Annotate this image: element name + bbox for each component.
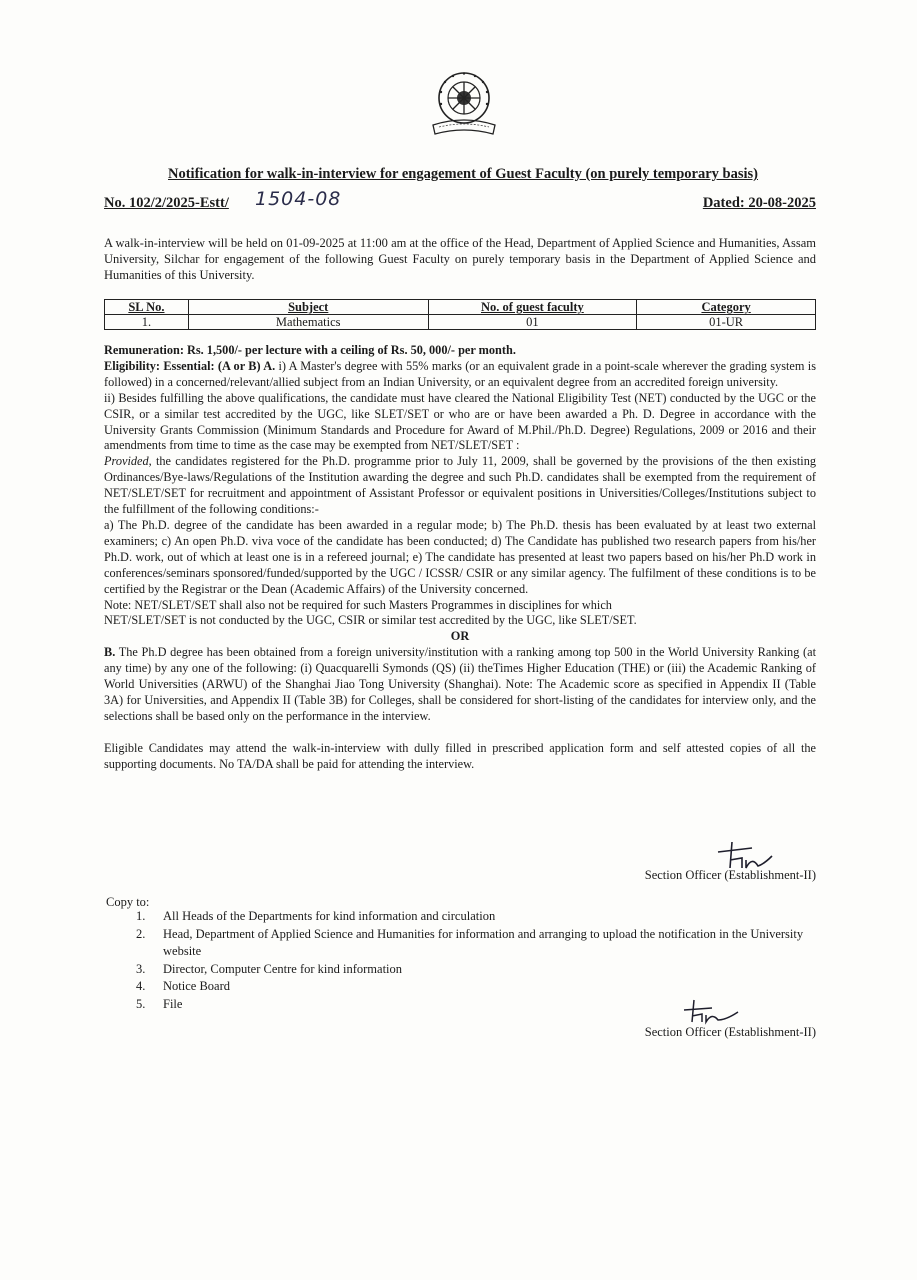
signatory-designation: Section Officer (Establishment-II) (644, 1025, 816, 1039)
handwritten-signature (712, 838, 782, 872)
option-b-text: The Ph.D degree has been obtained from a foreign university/institution with a ranking among top 500 in the World University Ranking (at any time) by any one of the following: (i) Quacquarelli Symonds (QS) (ii) theTimes Higher Education (THE) or (iii) the Academic Ranking of World Universities (ARWU) of the Shanghai Jiao Tong University (Shanghai). Note: The Academic score as specified in Appendix II (Table 3A) for Universities, and Appendix II (Table 3B) for Colleges, shall be considered for short-listing of the candidates for interview only, and the selections shall be based only on the performance in the interview. (104, 645, 816, 723)
list-item: 5. File (136, 996, 183, 1011)
table-cell: 01-UR (637, 315, 816, 330)
table-header-cell: Subject (188, 300, 428, 315)
conditions-paragraph: a) The Ph.D. degree of the candidate has been awarded in a regular mode; b) The Ph.D. thesis has been evaluated by at least two external examiners; c) An open Ph.D. viva voce of the candidate has been conducted; d) The Candidate has published two research papers from his/her Ph.D. work, out of which at least one is in a refereed journal; e) The candidate has presented at least two papers based on his/her Ph.D work in conferences/seminars sponsored/funded/supported by the UGC / ICSSR/ CSIR or any similar agency. The fulfilment of these conditions is to be certified by the Registrar or the Dean (Academic Affairs) of the University concerned. (104, 517, 816, 596)
handwritten-dispatch-number: 1504-08 (255, 188, 342, 210)
table-header-cell: SL No. (105, 300, 189, 315)
list-item: 4. Notice Board (136, 979, 230, 993)
or-separator: OR (450, 629, 470, 644)
eligibility-paragraph (104, 359, 816, 391)
eligible-candidates-paragraph: Eligible Candidates may attend the walk-in-interview with dully filled in prescribed application form and self attested copies of all the supporting documents. No TA/DA shall be paid for attending the interview. (104, 740, 816, 771)
signatory-designation: Section Officer (Establishment-II) (644, 868, 816, 882)
provided-paragraph (104, 454, 816, 518)
university-seal-logo (425, 68, 503, 138)
table-header-cell: No. of guest faculty (428, 300, 637, 315)
option-b-paragraph (104, 645, 816, 725)
table-header-row (105, 300, 816, 315)
reference-number: No. 102/2/2025-Estt/ (104, 195, 229, 211)
reference-line (104, 188, 816, 215)
notification-date: Dated: 20-08-2025 (702, 195, 816, 211)
table-cell: 1. (105, 315, 189, 330)
table-row (105, 315, 816, 330)
note-line: NET/SLET/SET is not conducted by the UGC, CSIR or similar test accredited by the UGC, like SLET/SET. (104, 613, 637, 628)
provided-label: Provided (104, 454, 149, 469)
list-item: 2. Head, Department of Applied Science and Humanities for information and arranging to upload the notification in the University website (136, 926, 804, 958)
vacancy-table (104, 299, 816, 330)
remuneration-line: Remuneration: Rs. 1,500/- per lecture with a ceiling of Rs. 50, 000/- per month. (104, 343, 516, 357)
eligibility-label: Eligibility: Essential: (A or B) A. (104, 358, 276, 373)
note-line: Note: NET/SLET/SET shall also not be required for such Masters Programmes in disciplines for which (104, 597, 612, 612)
option-b-label: B. (104, 645, 116, 660)
provided-text: , the candidates registered for the Ph.D. programme prior to July 11, 2009, shall be governed by the provisions of the then existing Ordinances/Bye-laws/Regulations of the Institution awarding the degree and such Ph.D. candidates shall be exempted from the requirement of NET/SLET/SET for recruitment and appointment of Assistant Professor or equivalent positions in Universities/Colleges/Institutions subject to the fulfillment of the following conditions:- (104, 454, 816, 517)
table-cell: Mathematics (188, 315, 428, 330)
net-requirement-paragraph: ii) Besides fulfilling the above qualifications, the candidate must have cleared the National Eligibility Test (NET) conducted by the UGC or the CSIR, or a similar test accredited by the UGC, like SLET/SET or who are or have been awarded a Ph. D. Degree in accordance with the University Grants Commission (Minimum Standards and Procedure for Award of M.Phil./Ph.D. Degree) Regulations, 2009 or 2016 and their amendments from time to time as the case may be exempted from NET/SLET/SET : (104, 390, 816, 453)
list-item: 1. All Heads of the Departments for kind information and circulation (136, 909, 496, 923)
list-item: 3. Director, Computer Centre for kind information (136, 961, 403, 976)
intro-paragraph: A walk-in-interview will be held on 01-09-2025 at 11:00 am at the office of the Head, Department of Applied Science and Humanities, Assam University, Silchar for engagement of the following Guest Faculty on purely temporary basis in the Department of Applied Science and Humanities of this University. (104, 236, 816, 283)
handwritten-signature (676, 998, 746, 1026)
notification-title: Notification for walk-in-interview for engagement of Guest Faculty (on purely temporary basis) (168, 166, 758, 182)
eligibility-text: i) A Master's degree with 55% marks (or an equivalent grade in a point-scale wherever the grading system is followed) in a concerned/relevant/allied subject from an Indian University, or an equivalent degree from an accredited foreign university. (104, 358, 816, 389)
copy-to-label: Copy to: (106, 895, 150, 909)
table-cell: 01 (428, 315, 637, 330)
notification-body (104, 343, 816, 773)
table-header-cell: Category (637, 300, 816, 315)
